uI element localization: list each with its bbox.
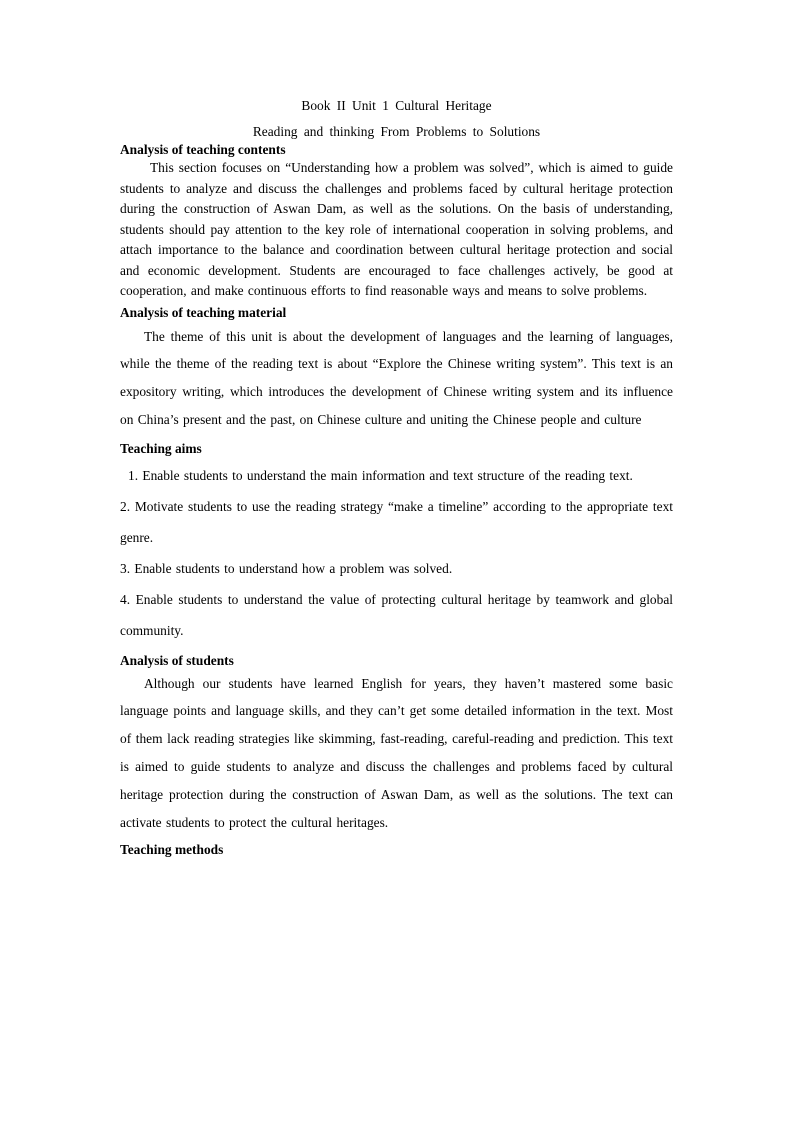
section-heading-methods: Teaching methods	[120, 842, 224, 858]
aim-item-3: 3. Enable students to understand how a problem was solved.	[120, 560, 453, 576]
section-teaching-aims	[120, 434, 673, 646]
students-paragraph: Although our students have learned English for years, they haven’t mastered some basic language points and language skills, and they can’t get some detailed information in the text. Most of them lack reading strategies like skimming, fast-reading, careful-reading and prediction. This text is aimed to guide students to analyze and discuss the challenges and problems faced by cultural heritage protection during the construction of Aswan Dam, as well as the solutions. The text can activate students to protect the cultural heritages.	[120, 675, 673, 830]
section-teaching-contents	[120, 142, 673, 302]
section-heading-students: Analysis of students	[120, 652, 234, 668]
document-subtitle: Reading and thinking From Problems to Solutions	[252, 124, 541, 139]
section-heading-aims: Teaching aims	[120, 440, 202, 456]
document-title: Book II Unit 1 Cultural Heritage	[301, 98, 492, 113]
material-paragraph: The theme of this unit is about the development of languages and the learning of languages, while the theme of the reading text is about “Explore the Chinese writing system”. This text is an expository writing, which introduces the development of Chinese writing system and its influence on China’s present and the past, on Chinese culture and uniting the Chinese people and culture	[120, 328, 673, 427]
section-heading-contents: Analysis of teaching contents	[120, 142, 286, 157]
section-teaching-material	[120, 302, 673, 434]
section-teaching-methods	[120, 836, 673, 864]
aim-item-1: 1. Enable students to understand the main information and text structure of the reading text.	[128, 467, 633, 483]
contents-paragraph: This section focuses on “Understanding how a problem was solved”, which is aimed to guide students to analyze and discuss the challenges and problems faced by cultural heritage protection during the construction of Aswan Dam, as well as the solutions. On the basis of understanding, students should pay attention to the key role of international cooperation in solving problems, and attach importance to the balance and coordination between cultural heritage protection and social and economic development. Students are encouraged to face challenges actively, be good at cooperation, and make continuous efforts to find reasonable ways and means to solve problems.	[120, 160, 673, 298]
section-analysis-students	[120, 646, 673, 837]
document-page	[120, 94, 673, 864]
section-heading-material: Analysis of teaching material	[120, 304, 287, 320]
aim-item-4: 4. Enable students to understand the value of protecting cultural heritage by teamwork and global community.	[120, 591, 673, 638]
aim-item-2: 2. Motivate students to use the reading strategy “make a timeline” according to the appropriate text genre.	[120, 498, 673, 545]
